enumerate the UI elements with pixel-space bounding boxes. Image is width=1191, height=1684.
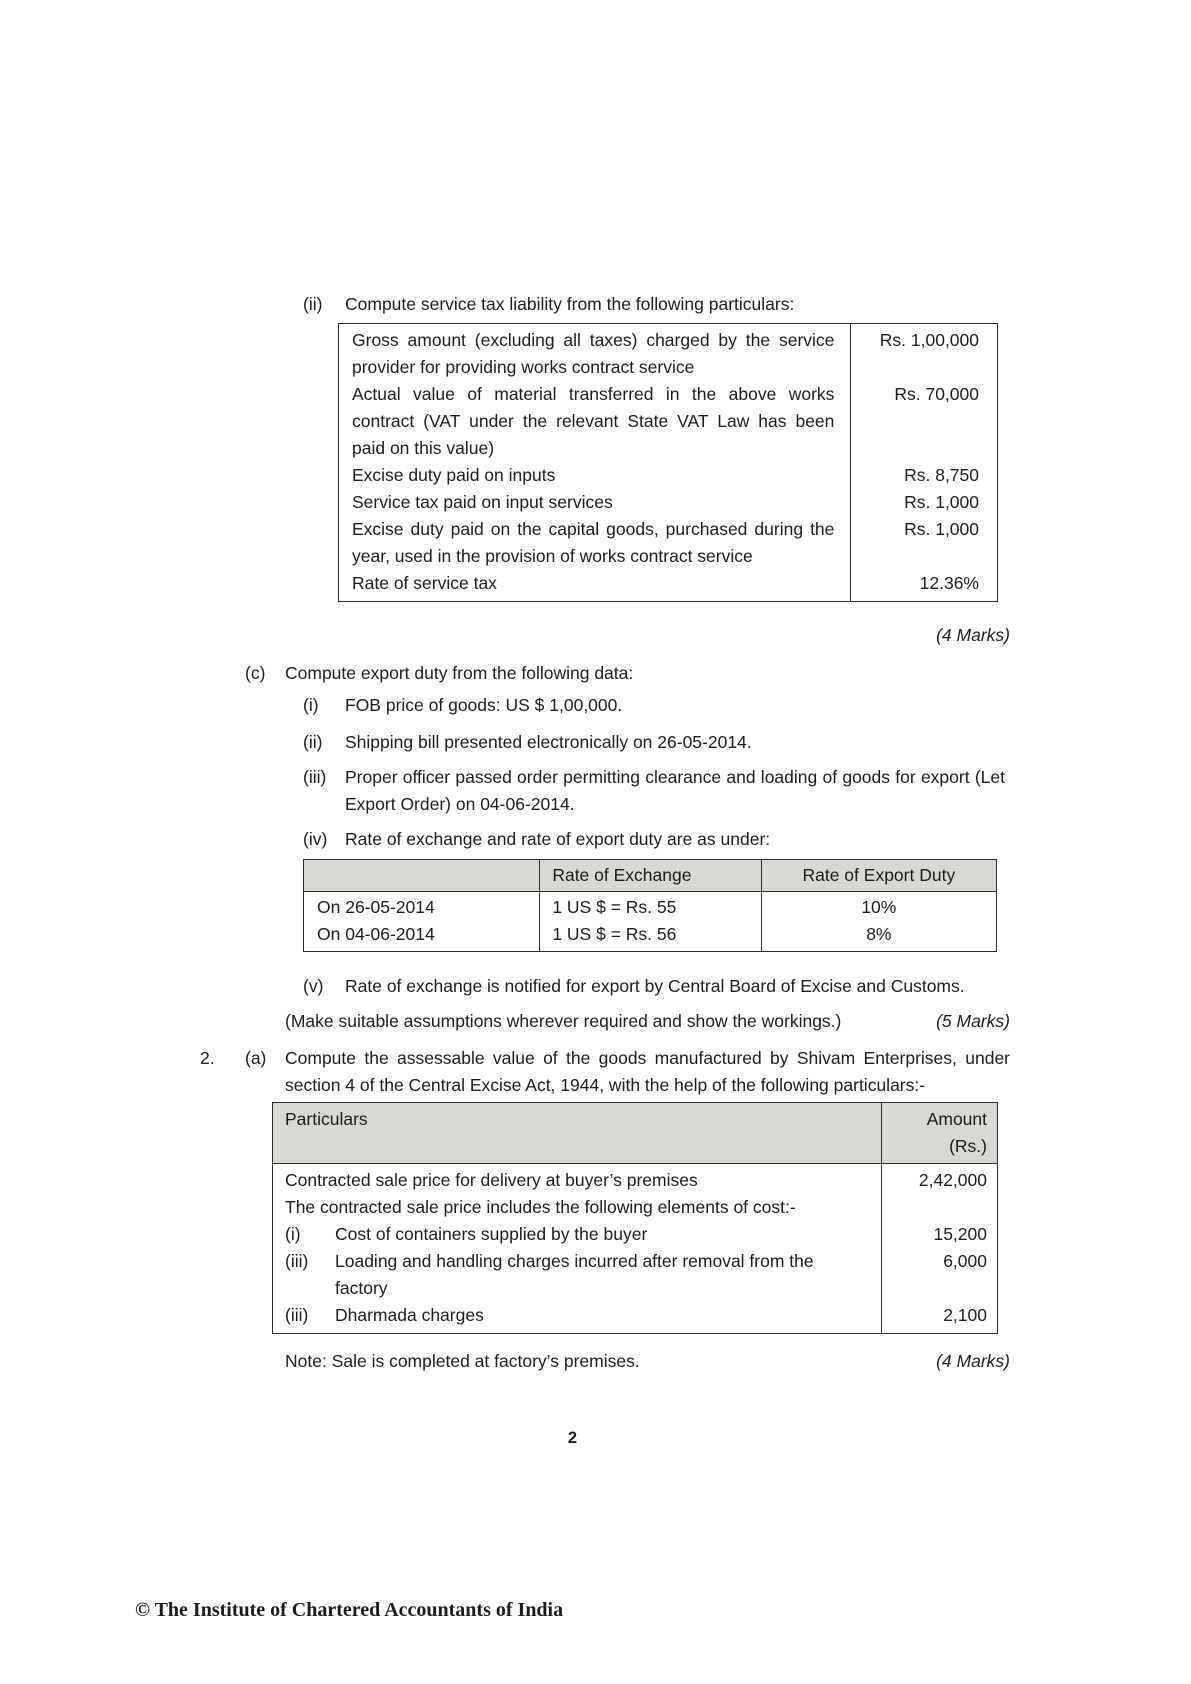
header-cell-particulars: Particulars [285, 1109, 368, 1129]
item-label: (iii) [303, 767, 327, 787]
amount-cell: Rs. 1,000 [850, 489, 997, 516]
note-line [285, 1348, 1010, 1375]
particulars-cell: Excise duty paid on the capital goods, purchased during the year, used in the provision of works contract service [352, 519, 835, 566]
date-cell: On 26-05-2014 [317, 897, 435, 917]
header-cell-empty [304, 860, 539, 891]
question-1c-heading [245, 660, 1010, 687]
table-row [273, 1221, 997, 1248]
note-text: Note: Sale is completed at factory’s premises. [285, 1351, 640, 1371]
copyright-footer: © The Institute of Chartered Accountants of India [135, 1599, 564, 1621]
table-row [304, 892, 996, 921]
assumption-note: (Make suitable assumptions wherever required and show the workings.) [285, 1011, 842, 1031]
exchange-rate-table [303, 859, 997, 952]
duty-cell: 8% [761, 921, 996, 951]
header-cell-exchange: Rate of Exchange [539, 860, 760, 891]
marks-4-label: (4 Marks) [936, 1351, 1010, 1371]
particulars-cell: Actual value of material transferred in the above works contract (VAT under the relevant State VAT Law has been paid on this value) [352, 384, 835, 458]
particulars-cell: Rate of service tax [352, 573, 497, 593]
table-header-row [304, 860, 996, 892]
header-amount-line2: (Rs.) [949, 1136, 987, 1156]
particulars-cell [273, 1194, 881, 1221]
item-text: Proper officer passed order permitting clearance and loading of goods for export (Let Export Order) on 04-06-2014. [345, 767, 1005, 814]
amount-cell: 6,000 [881, 1248, 997, 1302]
item-label: (ii) [303, 732, 323, 752]
question-text: Compute the assessable value of the goods manufactured by Shivam Enterprises, under section 4 of the Central Excise Act, 1944, with the help of the following particulars:- [285, 1048, 1010, 1095]
list-item-ii [303, 729, 1005, 756]
item-text: FOB price of goods: US $ 1,00,000. [345, 695, 623, 715]
amount-cell: 2,42,000 [881, 1164, 997, 1194]
item-label: (ii) [303, 294, 323, 314]
assessable-value-table [272, 1102, 998, 1334]
sub-item-label: (iii) [285, 1251, 309, 1271]
question-number: 2. [200, 1048, 215, 1068]
list-item-iv [303, 826, 1005, 853]
table-row [339, 324, 997, 381]
particulars-cell [273, 1248, 881, 1302]
row-text: The contracted sale price includes the following elements of cost:- [285, 1197, 796, 1217]
list-item-i [303, 692, 1005, 719]
table-row [273, 1248, 997, 1302]
item-label: (c) [245, 663, 266, 683]
exchange-cell: 1 US $ = Rs. 56 [539, 921, 760, 951]
item-label: (iv) [303, 829, 328, 849]
list-item-iii [303, 764, 1005, 818]
exchange-cell: 1 US $ = Rs. 55 [539, 892, 760, 921]
particulars-cell [273, 1164, 881, 1194]
table-row [304, 921, 996, 951]
marks-5-label: (5 Marks) [936, 1011, 1010, 1031]
table-row [339, 516, 997, 570]
amount-cell [881, 1194, 997, 1221]
amount-cell: Rs. 70,000 [850, 381, 997, 462]
amount-cell: 2,100 [881, 1302, 997, 1333]
header-cell-amount [881, 1103, 997, 1163]
item-text: Rate of exchange is notified for export by Central Board of Excise and Customs. [345, 976, 965, 996]
row-text: Contracted sale price for delivery at buyer’s premises [285, 1170, 698, 1190]
header-amount-line1: Amount [926, 1109, 987, 1129]
amount-cell: Rs. 1,000 [850, 516, 997, 570]
date-cell: On 04-06-2014 [317, 924, 435, 944]
sub-item-label: (iii) [285, 1305, 309, 1325]
item-text: Rate of exchange and rate of export duty are as under: [345, 829, 771, 849]
amount-cell: 15,200 [881, 1221, 997, 1248]
row-text: Dharmada charges [335, 1305, 484, 1325]
table-row [339, 381, 997, 462]
row-text: Cost of containers supplied by the buyer [335, 1224, 648, 1244]
service-tax-table [338, 323, 998, 602]
row-text: Loading and handling charges incurred after removal from the factory [335, 1251, 814, 1298]
table-row [273, 1164, 997, 1194]
particulars-cell: Service tax paid on input services [352, 492, 613, 512]
table-row [339, 570, 997, 601]
page-number: 2 [567, 1429, 578, 1447]
table-row [273, 1194, 997, 1221]
heading-text: Compute service tax liability from the following particulars: [345, 294, 795, 314]
table-row [273, 1302, 997, 1333]
item-label: (i) [303, 695, 319, 715]
header-cell-duty: Rate of Export Duty [761, 860, 996, 891]
particulars-cell [273, 1221, 881, 1248]
table-row [339, 462, 997, 489]
table-header-row [273, 1103, 997, 1164]
question-1ii-heading [303, 291, 1010, 318]
marks-4-label: (4 Marks) [936, 625, 1010, 645]
question-2a-paragraph [200, 1045, 1010, 1099]
particulars-cell: Gross amount (excluding all taxes) charged by the service provider for providing works contract service [352, 330, 835, 377]
item-label: (a) [245, 1048, 267, 1068]
duty-cell: 10% [761, 892, 996, 921]
amount-cell: Rs. 1,00,000 [850, 324, 997, 381]
list-item-v [303, 973, 1005, 1000]
assumption-line [285, 1008, 1010, 1035]
particulars-cell: Excise duty paid on inputs [352, 465, 556, 485]
heading-text: Compute export duty from the following data: [285, 663, 634, 683]
table-row [339, 489, 997, 516]
amount-cell: 12.36% [850, 570, 997, 601]
sub-item-label: (i) [285, 1224, 301, 1244]
item-label: (v) [303, 976, 324, 996]
particulars-cell [273, 1302, 881, 1333]
item-text: Shipping bill presented electronically on 26-05-2014. [345, 732, 752, 752]
amount-cell: Rs. 8,750 [850, 462, 997, 489]
